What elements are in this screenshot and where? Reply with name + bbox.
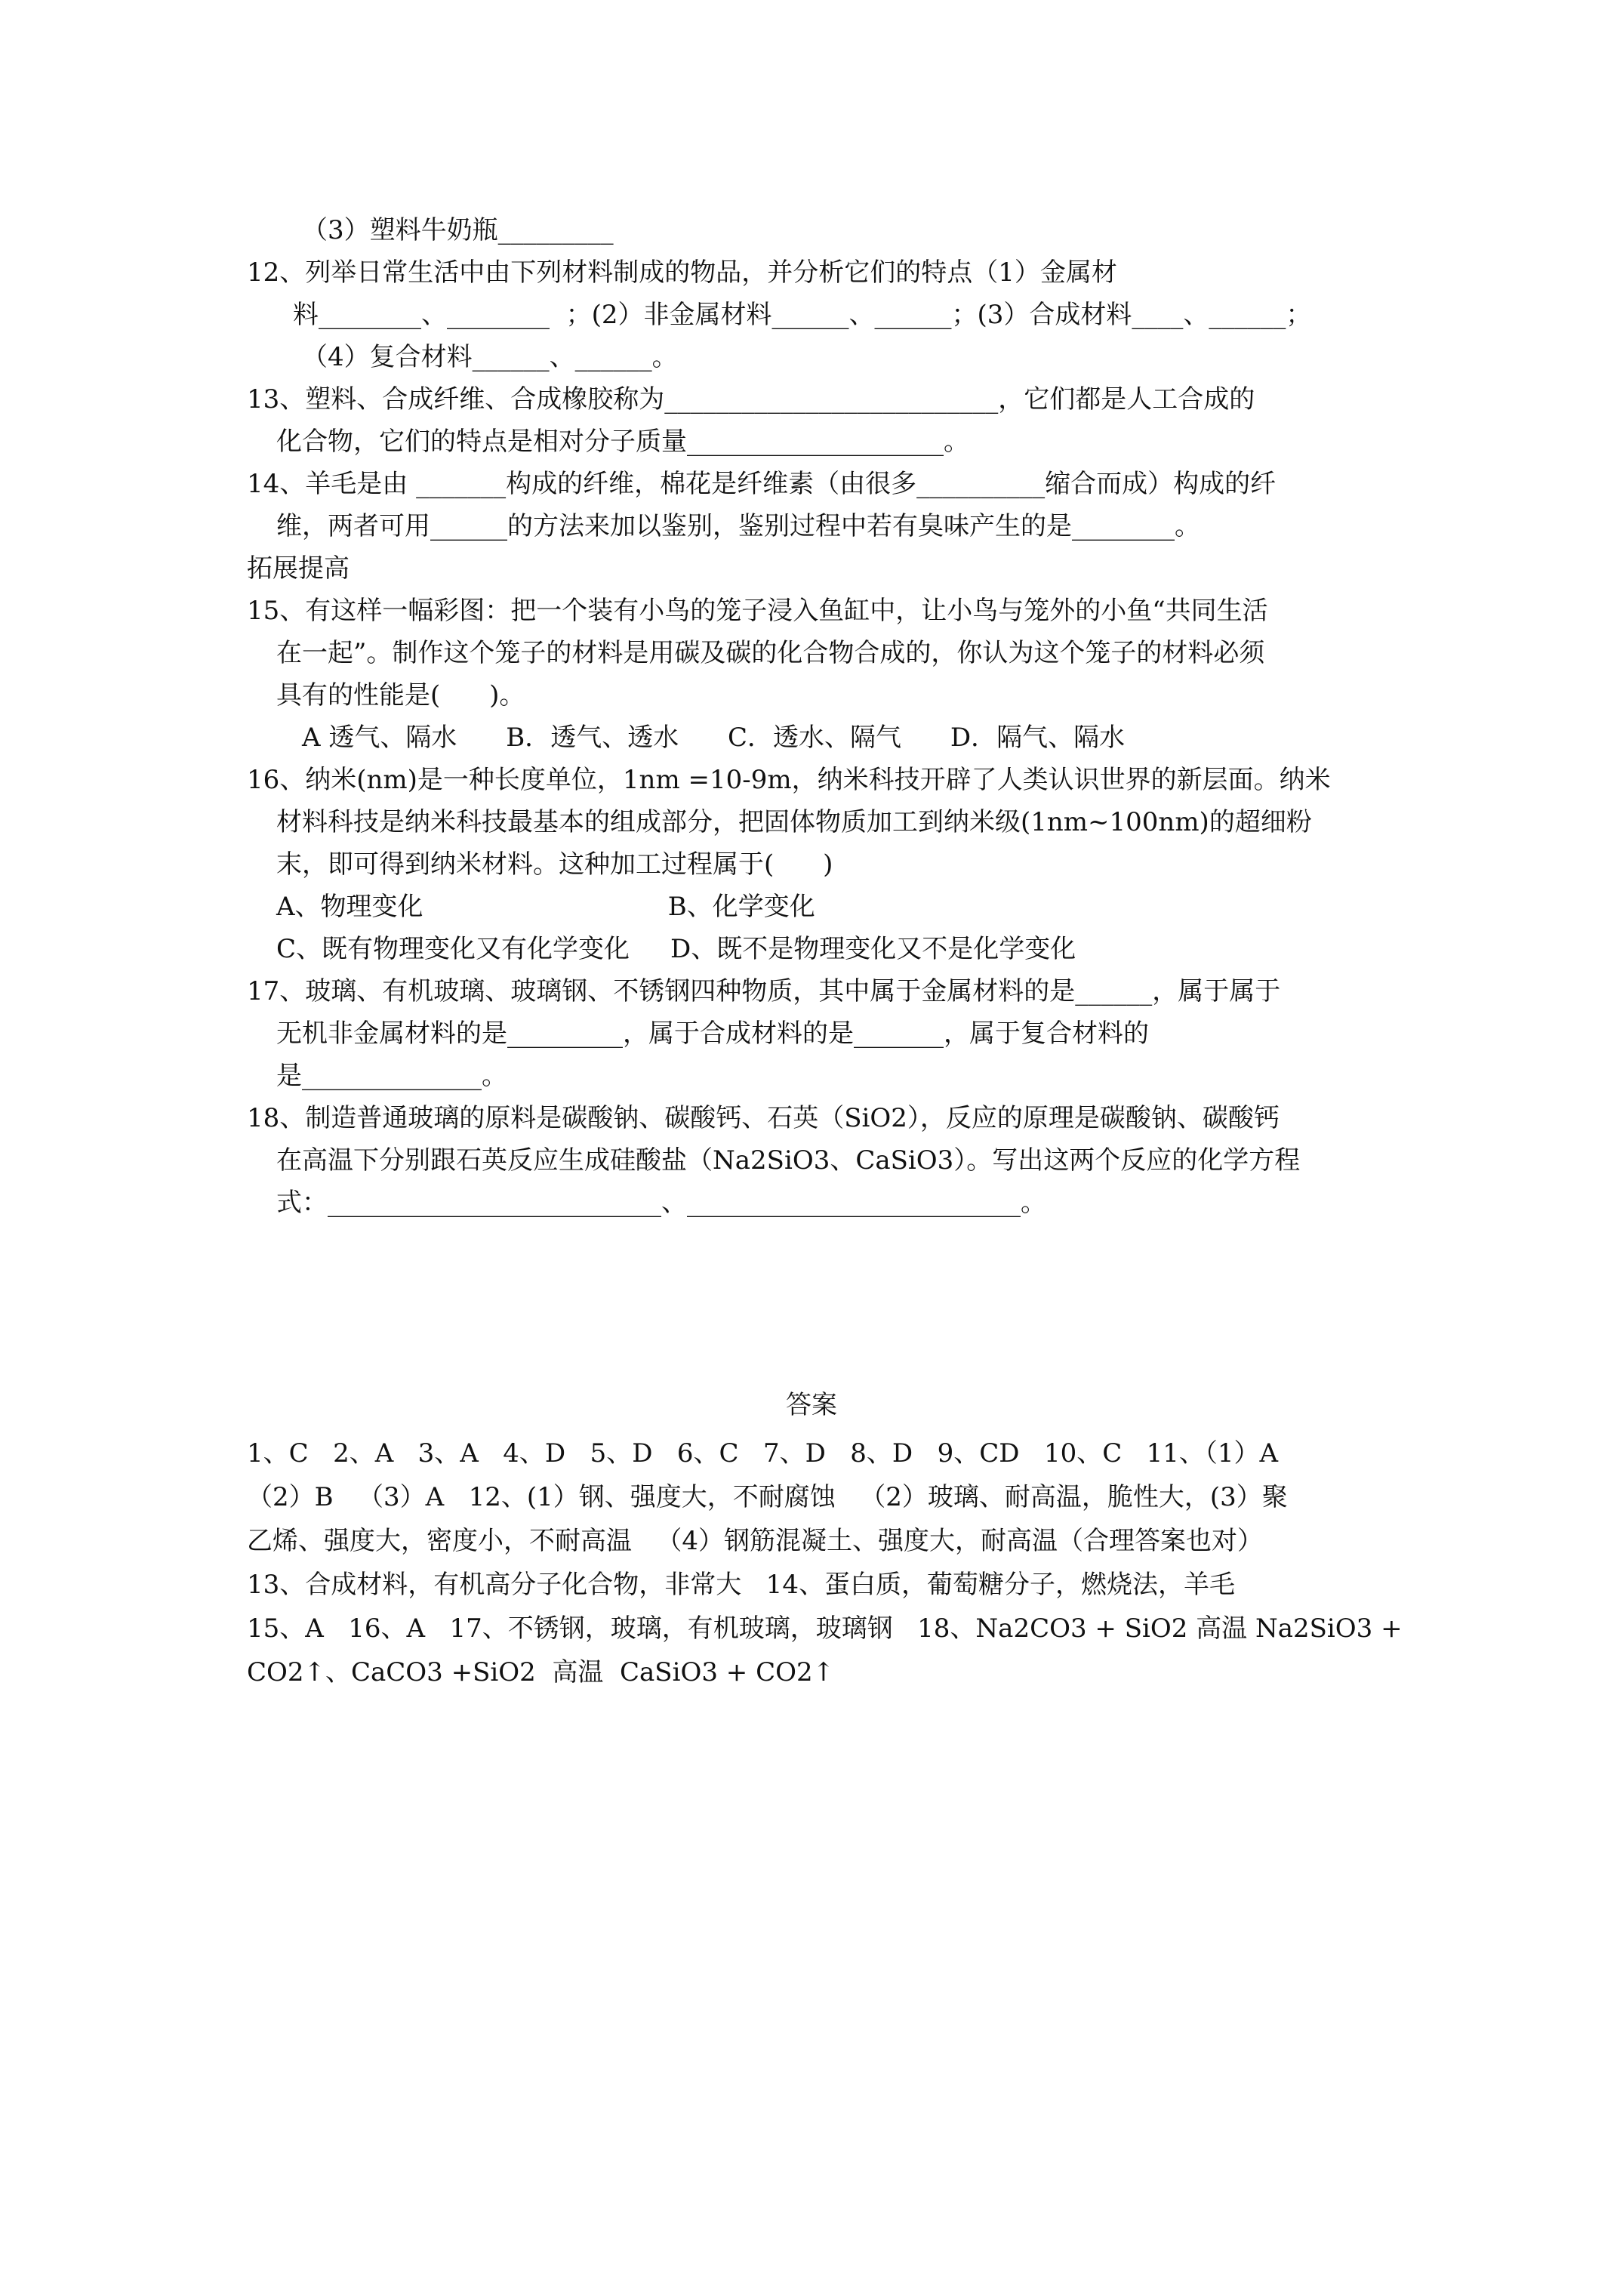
question-line: 在高温下分别跟石英反应生成硅酸盐（Na2SiO3、CaSiO3）。写出这两个反应的化学方程 bbox=[276, 1145, 1301, 1176]
answer-title: 答案 bbox=[786, 1390, 837, 1420]
question-line: 材料科技是纳米科技最基本的组成部分，把固体物质加工到纳米级(1nm~100nm)的超细粉 bbox=[276, 807, 1312, 837]
question-line: 18、制造普通玻璃的原料是碳酸钠、碳酸钙、石英（SiO2），反应的原理是碳酸钠、碳酸钙 bbox=[247, 1103, 1280, 1133]
question-line: 12、列举日常生活中由下列材料制成的物品，并分析它们的特点（1）金属材 bbox=[247, 257, 1117, 288]
question-line: 是______________。 bbox=[276, 1061, 507, 1091]
option-line: C、既有物理变化又有化学变化 D、既不是物理变化又不是化学变化 bbox=[276, 934, 1076, 964]
question-line: 16、纳米(nm)是一种长度单位，1nm =10-9m，纳米科技开辟了人类认识世界的新层面。纳米 bbox=[247, 765, 1331, 795]
question-line: 化合物，它们的特点是相对分子质量____________________。 bbox=[276, 427, 969, 457]
question-line: 13、塑料、合成纤维、合成橡胶称为__________________________，它们都是人工合成的 bbox=[247, 384, 1255, 415]
answer-line: CO2↑、CaCO3 +SiO2 高温 CaSiO3 + CO2↑ bbox=[247, 1657, 835, 1687]
answer-line: （2）B （3）A 12、(1）钢、强度大，不耐腐蚀 （2）玻璃、耐高温，脆性大，(3）聚 bbox=[247, 1482, 1288, 1512]
question-line: 无机非金属材料的是_________，属于合成材料的是_______，属于复合材料的 bbox=[276, 1019, 1149, 1049]
question-line: （4）复合材料______、______。 bbox=[302, 342, 678, 372]
question-line: 15、有这样一幅彩图：把一个装有小鸟的笼子浸入鱼缸中，让小鸟与笼外的小鱼“共同生活 bbox=[247, 596, 1268, 626]
question-line: 式：__________________________、__________________________。 bbox=[276, 1188, 1046, 1218]
question-line: 具有的性能是( )。 bbox=[276, 680, 525, 710]
answer-line: 15、A 16、A 17、不锈钢，玻璃，有机玻璃，玻璃钢 18、Na2CO3 + SiO2 高温 Na2SiO3 + bbox=[247, 1613, 1403, 1644]
question-line: 料________、________ ；(2）非金属材料______、______；(3）合成材料____、______； bbox=[293, 300, 1312, 330]
question-line: （3）塑料牛奶瓶_________ bbox=[302, 215, 614, 245]
answer-line: 13、合成材料，有机高分子化合物，非常大 14、蛋白质，葡萄糖分子，燃烧法，羊毛 bbox=[247, 1570, 1235, 1600]
answer-line: 1、C 2、A 3、A 4、D 5、D 6、C 7、D 8、D 9、CD 10、C 11、（1）A bbox=[247, 1438, 1279, 1469]
option-line: A 透气、隔水 B．透气、透水 C．透水、隔气 D．隔气、隔水 bbox=[302, 723, 1126, 753]
answer-line: 乙烯、强度大，密度小，不耐高温 （4）钢筋混凝土、强度大，耐高温（合理答案也对） bbox=[247, 1526, 1264, 1556]
question-line: 维，两者可用______的方法来加以鉴别，鉴别过程中若有臭味产生的是________。 bbox=[276, 511, 1200, 541]
option-line: A、物理变化 B、化学变化 bbox=[276, 892, 815, 922]
question-line: 末，即可得到纳米材料。这种加工过程属于( ) bbox=[276, 849, 833, 880]
section-heading: 拓展提高 bbox=[247, 553, 350, 584]
question-line: 在一起”。制作这个笼子的材料是用碳及碳的化合物合成的，你认为这个笼子的材料必须 bbox=[276, 638, 1265, 668]
question-line: 17、玻璃、有机玻璃、玻璃钢、不锈钢四种物质，其中属于金属材料的是______，属于属于 bbox=[247, 976, 1281, 1006]
question-line: 14、羊毛是由 _______构成的纤维，棉花是纤维素（由很多__________缩合而成）构成的纤 bbox=[247, 469, 1277, 499]
